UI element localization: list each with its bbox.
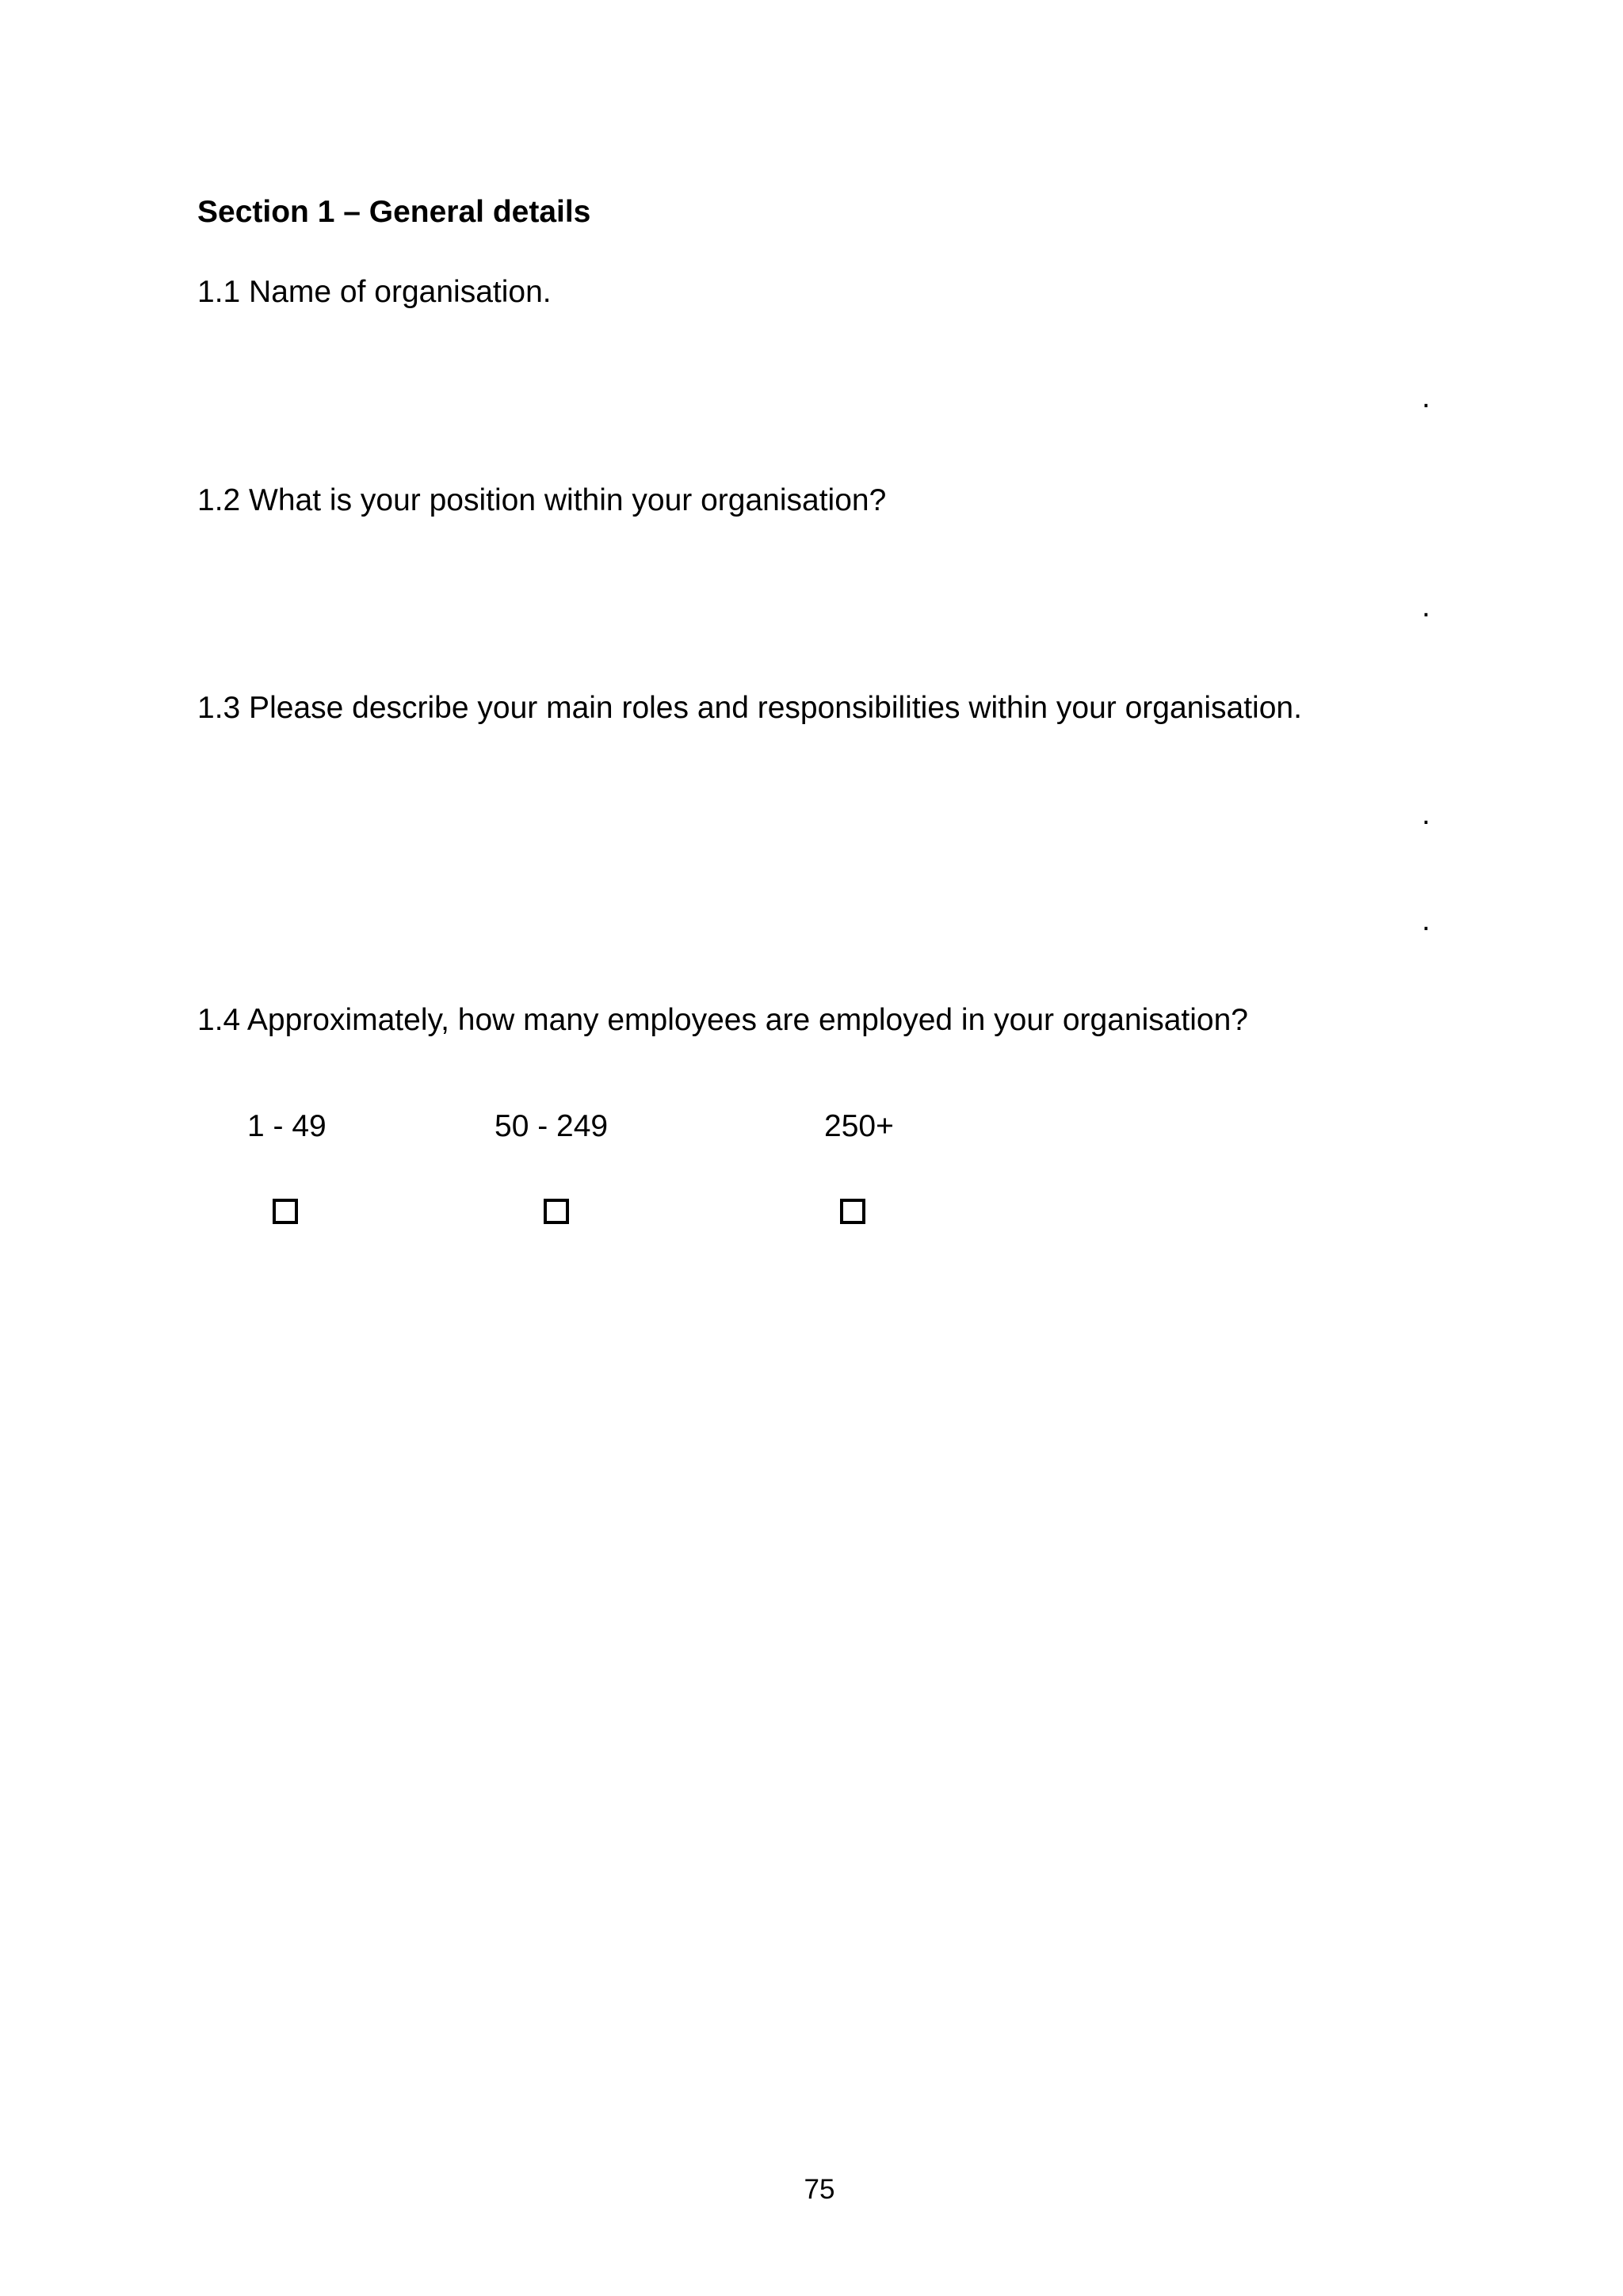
question-1-2: 1.2 What is your position within your organisation? <box>197 483 887 517</box>
section-heading: Section 1 – General details <box>197 195 591 229</box>
question-1-4: 1.4 Approximately, how many employees are employed in your organisation? <box>197 1003 1248 1037</box>
answer-line-end-1-3a: . <box>1422 797 1430 831</box>
question-1-1: 1.1 Name of organisation. <box>197 275 552 309</box>
answer-line-end-1-1: . <box>1422 380 1430 414</box>
option-label-250-plus: 250+ <box>824 1109 894 1143</box>
checkbox-1-49[interactable] <box>273 1199 298 1224</box>
checkbox-50-249[interactable] <box>544 1199 569 1224</box>
answer-line-end-1-3b: . <box>1422 903 1430 937</box>
page-number: 75 <box>804 2174 835 2205</box>
answer-line-end-1-2: . <box>1422 589 1430 624</box>
question-1-3: 1.3 Please describe your main roles and responsibilities within your organisation. <box>197 691 1302 725</box>
option-label-50-249: 50 - 249 <box>495 1109 609 1143</box>
option-label-1-49: 1 - 49 <box>247 1109 327 1143</box>
checkbox-250-plus[interactable] <box>840 1199 865 1224</box>
